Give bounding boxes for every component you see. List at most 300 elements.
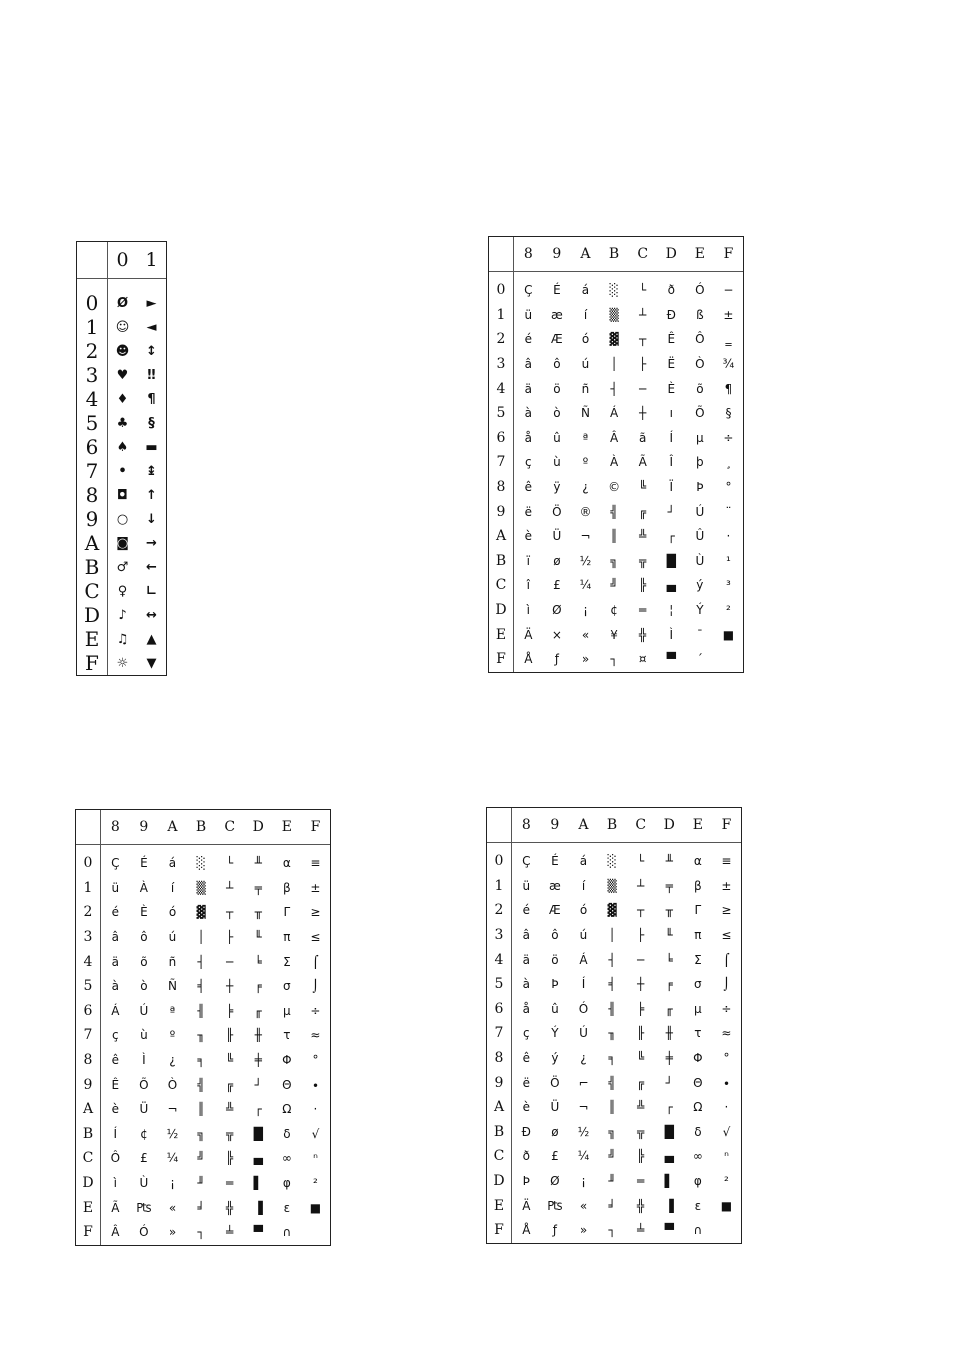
char-cell: ÷ <box>723 430 734 445</box>
char-cell: à <box>111 979 119 994</box>
row-header: 4 <box>76 949 101 974</box>
table-row <box>77 411 166 435</box>
row-header: 3 <box>77 363 108 387</box>
char-cell <box>301 1220 330 1245</box>
table-row <box>76 925 330 950</box>
char-cell: ╬ <box>639 627 647 642</box>
char-cell: ð <box>522 1149 530 1164</box>
char-cell: ¤ <box>638 652 647 667</box>
char-cell: À <box>609 455 619 470</box>
char-cell: » <box>168 1225 177 1240</box>
char-cell: § <box>725 406 732 421</box>
column-header: 8 <box>514 237 543 272</box>
char-cell: ⁿ <box>724 1149 729 1164</box>
char-cell: ├ <box>639 357 647 372</box>
row-header: F <box>77 651 108 675</box>
char-cell: └ <box>639 283 647 298</box>
char-cell: ◄ <box>146 319 157 335</box>
char-cell: Φ <box>693 1051 703 1066</box>
table-row <box>489 352 743 377</box>
char-cell: ┼ <box>637 977 645 992</box>
char-cell: µ <box>694 1001 702 1016</box>
char-cell: ¼ <box>577 1149 590 1164</box>
table-row <box>487 1070 741 1095</box>
table-row <box>77 531 166 555</box>
char-cell: Á <box>579 952 588 967</box>
char-cell: ° <box>725 480 732 495</box>
char-cell: ╜ <box>608 1174 616 1189</box>
char-cell: ▓ <box>609 332 619 347</box>
table-row <box>489 303 743 328</box>
table-row <box>489 549 743 574</box>
char-cell: Ñ <box>580 406 590 421</box>
char-cell: ╨ <box>254 856 262 871</box>
char-cell: π <box>694 928 702 943</box>
table-row <box>489 499 743 524</box>
char-cell: ¿ <box>580 1051 587 1066</box>
char-cell: Ü <box>550 1100 560 1115</box>
char-cell: └ <box>637 854 645 869</box>
table-row <box>489 598 743 623</box>
char-cell: ─ <box>226 954 234 969</box>
column-header: B <box>600 237 629 272</box>
row-header: B <box>77 555 108 579</box>
char-cell: ¥ <box>610 627 618 642</box>
char-cell: Θ <box>282 1077 292 1092</box>
row-header: 1 <box>489 303 514 328</box>
row-header: 8 <box>487 1046 512 1071</box>
char-cell: ø <box>551 1124 559 1139</box>
row-header: 8 <box>489 475 514 500</box>
table-row <box>487 1095 741 1120</box>
corner-cell <box>487 808 512 843</box>
char-cell: ♪ <box>118 607 127 623</box>
column-header: E <box>273 810 302 845</box>
row-header: D <box>77 603 108 627</box>
char-cell: ─ <box>637 952 645 967</box>
char-cell: ⌡ <box>723 977 730 992</box>
char-cell: õ <box>140 954 148 969</box>
row-header: 3 <box>487 923 512 948</box>
char-cell: ▄ <box>664 1149 674 1164</box>
char-cell: ╠ <box>637 1149 645 1164</box>
char-cell: ╞ <box>226 1003 234 1018</box>
char-cell: ╕ <box>608 1051 616 1066</box>
char-cell: ÷ <box>721 1001 732 1016</box>
char-cell: ⌡ <box>312 979 319 994</box>
char-cell: ♦ <box>116 391 129 407</box>
char-cell: Ø <box>550 1174 560 1189</box>
char-cell: ─ <box>639 381 647 396</box>
char-cell: à <box>524 406 532 421</box>
char-cell: ╬ <box>637 1198 645 1213</box>
char-cell: φ <box>282 1176 291 1191</box>
char-cell: ┼ <box>226 979 234 994</box>
char-cell: Ç <box>111 856 120 871</box>
char-cell: ╖ <box>197 1028 205 1043</box>
row-header: 6 <box>77 435 108 459</box>
char-cell: Þ <box>551 977 559 992</box>
row-header: 5 <box>487 972 512 997</box>
char-cell: ╒ <box>665 977 673 992</box>
char-cell: Ö <box>550 1075 560 1090</box>
char-cell: ☺ <box>115 319 130 335</box>
char-cell: ╜ <box>197 1176 205 1191</box>
char-cell: π <box>283 930 291 945</box>
char-cell: ♠ <box>116 439 129 455</box>
char-cell: √ <box>311 1126 320 1141</box>
char-cell: ñ <box>168 954 177 969</box>
char-cell: í <box>583 307 588 322</box>
char-cell: ╝ <box>608 1149 616 1164</box>
table-row <box>77 483 166 507</box>
char-cell: ╟ <box>226 1028 234 1043</box>
char-cell: í <box>170 880 175 895</box>
row-header: 1 <box>77 315 108 339</box>
char-cell: ╪ <box>665 1051 673 1066</box>
row-header: 5 <box>77 411 108 435</box>
row-header: D <box>489 598 514 623</box>
char-cell: ↨ <box>146 463 157 479</box>
table-row <box>77 435 166 459</box>
char-cell: ╧ <box>226 1225 234 1240</box>
char-cell: â <box>524 357 532 372</box>
char-cell: Í <box>669 430 674 445</box>
char-cell: ╚ <box>637 1051 645 1066</box>
char-cell: Â <box>609 430 619 445</box>
char-cell <box>714 647 743 672</box>
char-cell: ↓ <box>146 511 157 527</box>
table-row <box>489 450 743 475</box>
char-cell: ì <box>113 1176 117 1191</box>
char-cell: ╔ <box>639 504 647 519</box>
char-cell: ½ <box>166 1126 179 1141</box>
char-cell: Õ <box>139 1077 149 1092</box>
table-row <box>489 622 743 647</box>
char-cell: Í <box>113 1126 118 1141</box>
char-cell: É <box>551 854 559 869</box>
column-header: 9 <box>541 808 570 843</box>
code-page-c-table <box>486 807 742 1244</box>
char-cell: è <box>111 1102 119 1117</box>
char-cell: ╡ <box>197 979 205 994</box>
char-cell: ý <box>551 1051 559 1066</box>
row-header: 6 <box>76 999 101 1024</box>
char-cell: Ω <box>693 1100 703 1115</box>
char-cell: Ç <box>524 283 533 298</box>
char-cell: ê <box>111 1053 119 1068</box>
char-cell: ú <box>168 930 177 945</box>
row-header: 2 <box>487 898 512 923</box>
char-cell: − <box>723 283 734 298</box>
char-cell: ╝ <box>610 578 618 593</box>
char-grid <box>487 808 741 1243</box>
char-cell: » <box>581 652 590 667</box>
char-cell: Ê <box>667 332 676 347</box>
char-cell: ÿ <box>553 480 561 495</box>
char-cell: ╦ <box>637 1124 645 1139</box>
char-cell: ° <box>312 1053 319 1068</box>
char-cell: α <box>282 856 291 871</box>
char-cell: ▒ <box>609 307 619 322</box>
char-cell: ┌ <box>667 529 675 544</box>
char-cell: » <box>579 1223 588 1238</box>
char-cell: φ <box>693 1174 702 1189</box>
char-cell: Ä <box>524 627 533 642</box>
char-cell: ₧ <box>136 1200 152 1215</box>
char-cell: Γ <box>694 903 702 918</box>
char-cell: · <box>726 529 731 544</box>
char-cell: Í <box>581 977 586 992</box>
table-row <box>77 291 166 315</box>
row-header: D <box>76 1171 101 1196</box>
char-cell: ╬ <box>226 1200 234 1215</box>
char-cell: σ <box>694 977 702 992</box>
row-header: C <box>76 1146 101 1171</box>
char-cell: ╛ <box>608 1198 616 1213</box>
char-cell: Æ <box>551 332 563 347</box>
char-cell: ♀ <box>117 583 128 599</box>
char-cell: ò <box>140 979 148 994</box>
char-cell: ▌ <box>253 1176 263 1191</box>
column-header: 9 <box>543 237 572 272</box>
row-header: 0 <box>489 278 514 303</box>
char-cell: ╓ <box>254 1003 262 1018</box>
char-cell: Σ <box>283 954 291 969</box>
char-cell: δ <box>283 1126 291 1141</box>
char-cell: ┘ <box>254 1077 262 1092</box>
table-row <box>487 1021 741 1046</box>
char-cell: õ <box>696 381 704 396</box>
table-row <box>489 278 743 303</box>
char-cell: ░ <box>607 854 617 869</box>
char-cell: ┤ <box>610 381 618 396</box>
char-cell: ╢ <box>197 1003 205 1018</box>
char-cell: ╦ <box>226 1126 234 1141</box>
corner-cell <box>77 242 108 279</box>
char-cell: δ <box>694 1124 702 1139</box>
column-header: C <box>628 237 657 272</box>
char-cell: Ä <box>522 1198 531 1213</box>
table-row <box>77 339 166 363</box>
char-cell: ø <box>553 553 561 568</box>
char-cell: ç <box>111 1028 119 1043</box>
char-cell: û <box>551 1001 559 1016</box>
char-cell: ♫ <box>116 631 129 647</box>
char-cell: ≡ <box>310 856 321 871</box>
char-cell: Ð <box>666 307 676 322</box>
column-header: B <box>187 810 216 845</box>
table-row <box>487 1144 741 1169</box>
table-row <box>489 524 743 549</box>
row-header: 9 <box>489 499 514 524</box>
char-cell: ¼ <box>579 578 592 593</box>
char-cell: ╤ <box>665 878 673 893</box>
row-header: D <box>487 1169 512 1194</box>
char-cell: Ü <box>552 529 562 544</box>
char-cell: ═ <box>226 1176 234 1191</box>
char-cell: • <box>118 463 127 479</box>
char-cell: ¯ <box>696 627 703 642</box>
char-cell: Ì <box>142 1053 146 1068</box>
char-cell: ∩ <box>282 1225 292 1240</box>
char-cell: Ë <box>667 357 676 372</box>
char-cell: ƒ <box>552 1223 557 1238</box>
char-cell: ² <box>726 603 731 618</box>
char-cell: ù <box>140 1028 148 1043</box>
char-cell: ┘ <box>665 1075 673 1090</box>
char-cell: ▓ <box>607 903 617 918</box>
char-cell: ú <box>579 928 588 943</box>
row-header: A <box>487 1095 512 1120</box>
char-cell: ú <box>581 357 590 372</box>
char-cell: Þ <box>696 480 704 495</box>
char-grid <box>77 242 166 675</box>
char-cell: ╧ <box>637 1223 645 1238</box>
row-header: 2 <box>77 339 108 363</box>
char-grid <box>76 810 330 1245</box>
row-header: 2 <box>489 327 514 352</box>
row-header: 6 <box>487 997 512 1022</box>
table-row <box>489 573 743 598</box>
row-header: 0 <box>76 851 101 876</box>
char-cell: ↑ <box>146 487 157 503</box>
row-header: 0 <box>487 849 512 874</box>
char-cell: É <box>140 856 148 871</box>
char-cell: ╓ <box>665 1001 673 1016</box>
char-cell: Ý <box>551 1026 559 1041</box>
char-cell: → <box>146 535 157 551</box>
char-cell: ┌ <box>665 1100 673 1115</box>
char-cell: º <box>169 1028 176 1043</box>
char-cell: × <box>551 627 562 642</box>
char-cell: ² <box>724 1174 729 1189</box>
code-page-a-table <box>488 236 744 673</box>
char-cell: · <box>724 1100 729 1115</box>
char-cell: ■ <box>720 1198 733 1213</box>
char-cell: ¢ <box>140 1126 148 1141</box>
char-cell: § <box>148 415 155 431</box>
char-cell: ▒ <box>607 878 617 893</box>
row-header: 9 <box>77 507 108 531</box>
char-cell: ▲ <box>146 631 157 647</box>
char-cell: è <box>522 1100 530 1115</box>
char-cell: β <box>283 880 291 895</box>
char-cell: ü <box>522 878 531 893</box>
char-cell: Γ <box>283 905 291 920</box>
row-header: F <box>487 1218 512 1243</box>
char-cell: © <box>608 480 621 495</box>
char-cell: ┴ <box>637 878 645 893</box>
char-cell: ® <box>579 504 592 519</box>
row-header: 7 <box>487 1021 512 1046</box>
char-cell: è <box>524 529 532 544</box>
char-cell: Ø <box>116 295 129 311</box>
char-cell: ┴ <box>639 307 647 322</box>
char-cell: Õ <box>695 406 705 421</box>
column-header: E <box>686 237 715 272</box>
char-cell: ▬ <box>145 439 158 455</box>
char-cell: ▐ <box>253 1200 263 1215</box>
row-header: 5 <box>76 974 101 999</box>
char-cell: Þ <box>522 1174 530 1189</box>
char-cell: Ø <box>552 603 562 618</box>
char-cell: é <box>111 905 119 920</box>
char-cell: ± <box>721 878 732 893</box>
row-header: 4 <box>487 947 512 972</box>
table-row <box>77 363 166 387</box>
column-header: D <box>244 810 273 845</box>
char-cell: ■ <box>722 627 735 642</box>
char-cell: ÷ <box>310 1003 321 1018</box>
char-cell: Á <box>609 406 619 421</box>
row-header: 4 <box>489 376 514 401</box>
char-cell: ╔ <box>637 1075 645 1090</box>
char-cell: £ <box>551 1149 559 1164</box>
char-cell: ∙ <box>722 1075 731 1090</box>
row-header: A <box>76 1097 101 1122</box>
char-cell: α <box>693 854 702 869</box>
char-cell: ┼ <box>639 406 647 421</box>
char-cell: £ <box>140 1151 148 1166</box>
char-cell: ó <box>579 903 588 918</box>
column-header: 0 <box>108 242 138 279</box>
char-cell: ╚ <box>226 1053 234 1068</box>
char-cell: ß <box>696 307 704 322</box>
char-cell: ý <box>696 578 704 593</box>
char-cell: ├ <box>226 930 234 945</box>
char-cell: å <box>524 430 532 445</box>
char-cell: Á <box>111 1003 120 1018</box>
code-page-b-table <box>75 809 331 1246</box>
char-cell: æ <box>550 307 563 322</box>
char-cell: ╝ <box>197 1151 205 1166</box>
table-row <box>489 647 743 672</box>
char-cell: ´ <box>696 652 703 667</box>
char-cell: ∩ <box>693 1223 703 1238</box>
row-header: 7 <box>76 1023 101 1048</box>
char-cell: ô <box>553 357 561 372</box>
char-cell: ñ <box>581 381 590 396</box>
char-cell: Ú <box>139 1003 149 1018</box>
char-cell: ← <box>146 559 157 575</box>
char-cell: ▄ <box>666 578 676 593</box>
char-cell: ╟ <box>637 1026 645 1041</box>
char-cell: ≤ <box>310 930 321 945</box>
char-cell: ð <box>667 283 675 298</box>
char-cell: Ó <box>695 283 705 298</box>
char-grid <box>489 237 743 672</box>
char-cell: ° <box>723 1051 730 1066</box>
row-header: 6 <box>489 426 514 451</box>
table-row <box>76 900 330 925</box>
row-header: B <box>489 549 514 574</box>
char-cell: ê <box>524 480 532 495</box>
char-cell: ¡ <box>581 1174 586 1189</box>
char-cell: ± <box>310 880 321 895</box>
char-cell: µ <box>283 1003 291 1018</box>
table-row <box>487 1218 741 1243</box>
table-row <box>489 327 743 352</box>
char-cell: ⌠ <box>312 954 319 969</box>
table-row <box>76 1122 330 1147</box>
char-cell: ┤ <box>608 952 616 967</box>
char-cell: ═ <box>639 603 647 618</box>
char-cell: ò <box>553 406 561 421</box>
char-cell: ä <box>524 381 532 396</box>
char-cell: ╣ <box>610 504 618 519</box>
char-cell: Ü <box>139 1102 149 1117</box>
